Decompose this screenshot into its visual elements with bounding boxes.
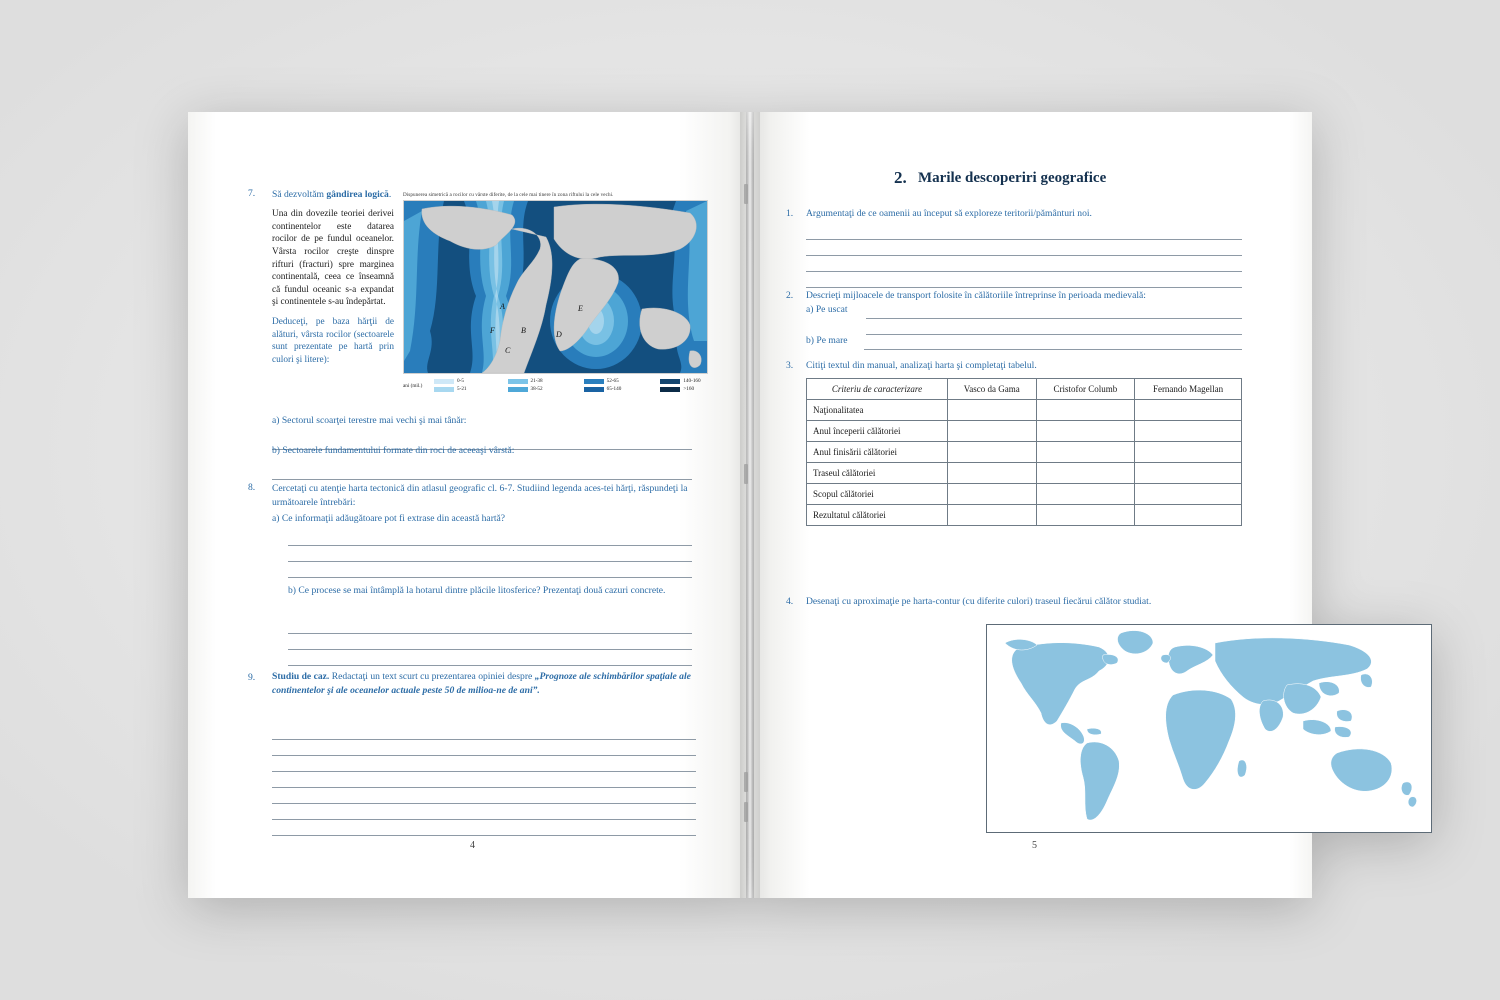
table-header-cell: Fernando Magellan: [1135, 379, 1242, 400]
svg-text:B: B: [521, 326, 526, 335]
table-input-cell[interactable]: [1135, 484, 1242, 505]
table-input-cell[interactable]: [948, 442, 1037, 463]
answer-line[interactable]: [806, 240, 1242, 256]
item-7a-text: a) Sectorul scoarţei terestre mai vechi şi mai tânăr:: [272, 415, 467, 426]
legend-item: [434, 386, 467, 392]
legend-swatch: [584, 387, 604, 392]
answer-line[interactable]: [272, 740, 696, 756]
item-7-number: 7.: [248, 188, 256, 199]
answer-line[interactable]: [272, 788, 696, 804]
legend-item: [508, 378, 543, 384]
item-9-quote: „Prognoze ale schimbărilor spaţiale ale continentelor şi ale oceanelor actuale peste 50 de milioa-ne de ani”.: [272, 671, 691, 696]
item-2b-label: b) Pe mare: [806, 335, 848, 346]
legend-swatch: [508, 379, 528, 384]
contour-world-map[interactable]: [986, 624, 1432, 833]
left-page: [188, 112, 746, 898]
table-row: [807, 505, 1242, 526]
seafloor-age-map-svg: [404, 201, 707, 373]
explorers-table: [806, 378, 1242, 526]
item-7-lead-prefix: Să dezvoltăm: [272, 189, 327, 200]
answer-line[interactable]: [272, 820, 696, 836]
legend-swatch: [584, 379, 604, 384]
right-page-number: 5: [1032, 840, 1037, 851]
legend-col-3: [584, 378, 622, 392]
legend-col-1: [434, 378, 467, 392]
item-1-number: 1.: [786, 208, 794, 219]
answer-line[interactable]: [288, 562, 692, 578]
contour-world-map-svg: [987, 625, 1431, 832]
answer-line[interactable]: [288, 634, 692, 650]
legend-item: [584, 378, 622, 384]
item-8b-answer-lines[interactable]: [288, 618, 692, 666]
item-8a-answer-lines[interactable]: [288, 530, 692, 578]
svg-text:C: C: [505, 346, 511, 355]
left-page-number: 4: [470, 840, 475, 851]
table-input-cell[interactable]: [948, 505, 1037, 526]
item-3-text: Citiţi textul din manual, analizaţi harta şi completaţi tabelul.: [806, 360, 1037, 371]
table-input-cell[interactable]: [1036, 442, 1135, 463]
answer-line[interactable]: [806, 256, 1242, 272]
table-row: [807, 463, 1242, 484]
table-input-cell[interactable]: [948, 463, 1037, 484]
table-input-cell[interactable]: [948, 484, 1037, 505]
item-2a-label: a) Pe uscat: [806, 304, 848, 315]
answer-line[interactable]: [864, 334, 1242, 350]
table-criterion-cell: Scopul călătoriei: [807, 484, 948, 505]
table-header-cell: Cristofor Columb: [1036, 379, 1135, 400]
map-legend: [403, 378, 708, 392]
table-input-cell[interactable]: [948, 400, 1037, 421]
item-8-text: Cercetaţi cu atenţie harta tectonică din atlasul geografic cl. 6-7. Studiind legenda aces-tei hărţi, răspundeţi la următoarele întrebări:: [272, 483, 688, 508]
item-7b-text: b) Sectoarele fundamentului formate din roci de aceeaşi vârstă:: [272, 445, 515, 456]
intro-paragraph-column: [272, 208, 394, 367]
intro-paragraph: Una din dovezile teoriei derivei continentelor este datarea rocilor de pe fundul oceanelor. Vârsta rocilor creşte dinspre rifturi (fracturi) spre marginea continentală, ceea ce înseamnă că fundul oceanic s-a expandat şi continentele s-au îndepărtat.: [272, 209, 394, 308]
legend-label: 140-160: [683, 378, 701, 384]
legend-unit-label: ani (mil.): [403, 383, 423, 389]
item-9-answer-lines[interactable]: [272, 724, 696, 836]
table-input-cell[interactable]: [1036, 421, 1135, 442]
item-4-number: 4.: [786, 596, 794, 607]
item-7-lead-bold: gândirea logică: [326, 189, 389, 200]
answer-line[interactable]: [288, 618, 692, 634]
legend-item: [434, 378, 467, 384]
table-row: [807, 400, 1242, 421]
legend-label: 5-21: [457, 386, 467, 392]
legend-item: [508, 386, 543, 392]
item-2b-answer-lines[interactable]: [864, 334, 1242, 350]
book-spread: [188, 112, 1312, 898]
table-criterion-cell: Anul începerii călătoriei: [807, 421, 948, 442]
answer-line[interactable]: [866, 319, 1242, 335]
answer-line[interactable]: [272, 464, 692, 480]
item-8a-text: a) Ce informaţii adăugătoare pot fi extrase din această hartă?: [272, 513, 506, 524]
legend-swatch: [434, 379, 454, 384]
legend-swatch: [660, 379, 680, 384]
svg-text:A: A: [500, 302, 505, 311]
item-9-bold: Studiu de caz.: [272, 671, 330, 682]
item-8b-text: b) Ce procese se mai întâmplă la hotarul dintre plăcile litosferice? Prezentaţi două cazuri concrete.: [288, 585, 666, 596]
table-input-cell[interactable]: [1135, 421, 1242, 442]
table-input-cell[interactable]: [948, 421, 1037, 442]
item-9-number: 9.: [248, 672, 256, 683]
table-row: [807, 484, 1242, 505]
legend-item: [660, 386, 700, 392]
item-9-body: Redactaţi un text scurt cu prezentarea opiniei despre: [329, 671, 535, 682]
legend-label: 38-52: [530, 386, 543, 392]
item-1-text: Argumentaţi de ce oamenii au început să exploreze teritorii/pământuri noi.: [806, 208, 1092, 219]
table-row: [807, 442, 1242, 463]
item-7-lead-suffix: .: [388, 189, 392, 200]
binding-staple: [744, 184, 748, 204]
answer-line[interactable]: [806, 272, 1242, 288]
table-criterion-cell: Anul finisării călătoriei: [807, 442, 948, 463]
answer-line[interactable]: [288, 530, 692, 546]
item-8-number: 8.: [248, 482, 256, 493]
legend-swatch: [660, 387, 680, 392]
table-input-cell[interactable]: [1036, 484, 1135, 505]
chapter-number: 2.: [894, 168, 907, 187]
legend-label: 65-140: [606, 386, 622, 392]
seafloor-age-map: [403, 200, 708, 374]
table-header-row: [807, 379, 1242, 400]
answer-line[interactable]: [806, 224, 1242, 240]
legend-item: [660, 378, 700, 384]
answer-line[interactable]: [272, 772, 696, 788]
item-1-answer-lines[interactable]: [806, 224, 1242, 288]
item-7b-answer-lines[interactable]: [272, 464, 692, 480]
intro-paragraph-blue: Deduceţi, pe baza hărţii de alături, vârsta rocilor (sectoarele sunt prezentate pe hartă prin culori şi litere):: [272, 317, 394, 366]
legend-col-4: [660, 378, 700, 392]
answer-line[interactable]: [288, 650, 692, 666]
legend-swatch: [508, 387, 528, 392]
table-input-cell[interactable]: [1135, 400, 1242, 421]
binding-staple: [744, 464, 748, 484]
legend-swatch: [434, 387, 454, 392]
table-input-cell[interactable]: [1036, 505, 1135, 526]
table-input-cell[interactable]: [1135, 505, 1242, 526]
right-page: [754, 112, 1312, 898]
map-caption: Dispunerea simetrică a rocilor cu vârste diferite, de la cele mai tinere în zona riftului la cele vechi.: [403, 192, 614, 198]
chapter-title: Marile descoperiri geografice: [918, 170, 1107, 186]
svg-text:D: D: [556, 330, 562, 339]
answer-line[interactable]: [272, 804, 696, 820]
table-header-cell: Criteriu de caracterizare: [807, 379, 948, 400]
item-2a-answer-lines[interactable]: [866, 303, 1242, 335]
answer-line[interactable]: [866, 303, 1242, 319]
legend-col-2: [508, 378, 543, 392]
page-gutter: [740, 112, 760, 898]
binding-staple: [744, 772, 748, 792]
item-9-text: [272, 670, 696, 698]
answer-line[interactable]: [272, 724, 696, 740]
table-criterion-cell: Rezultatul călătoriei: [807, 505, 948, 526]
item-2-number: 2.: [786, 290, 794, 301]
answer-line[interactable]: [272, 756, 696, 772]
svg-text:F: F: [490, 326, 495, 335]
table-criterion-cell: Traseul călătoriei: [807, 463, 948, 484]
table-header-cell: Vasco da Gama: [948, 379, 1037, 400]
answer-line[interactable]: [288, 546, 692, 562]
table-input-cell[interactable]: [1135, 463, 1242, 484]
table-input-cell[interactable]: [1135, 442, 1242, 463]
legend-label: 52-65: [606, 378, 619, 384]
table-input-cell[interactable]: [1036, 400, 1135, 421]
table-input-cell[interactable]: [1036, 463, 1135, 484]
legend-label: 0-5: [457, 378, 464, 384]
table-row: [807, 421, 1242, 442]
legend-item: [584, 386, 622, 392]
item-4-text: Desenaţi cu aproximaţie pe harta-contur (cu diferite culori) traseul fiecărui călător studiat.: [806, 596, 1152, 607]
item-2-text: Descrieţi mijloacele de transport folosite în călătoriile întreprinse în perioada medievală:: [806, 290, 1146, 301]
binding-staple: [744, 802, 748, 822]
table-criterion-cell: Naţionalitatea: [807, 400, 948, 421]
item-3-number: 3.: [786, 360, 794, 371]
legend-label: 21-38: [530, 378, 543, 384]
svg-text:E: E: [578, 304, 583, 313]
legend-label: >160: [683, 386, 695, 392]
